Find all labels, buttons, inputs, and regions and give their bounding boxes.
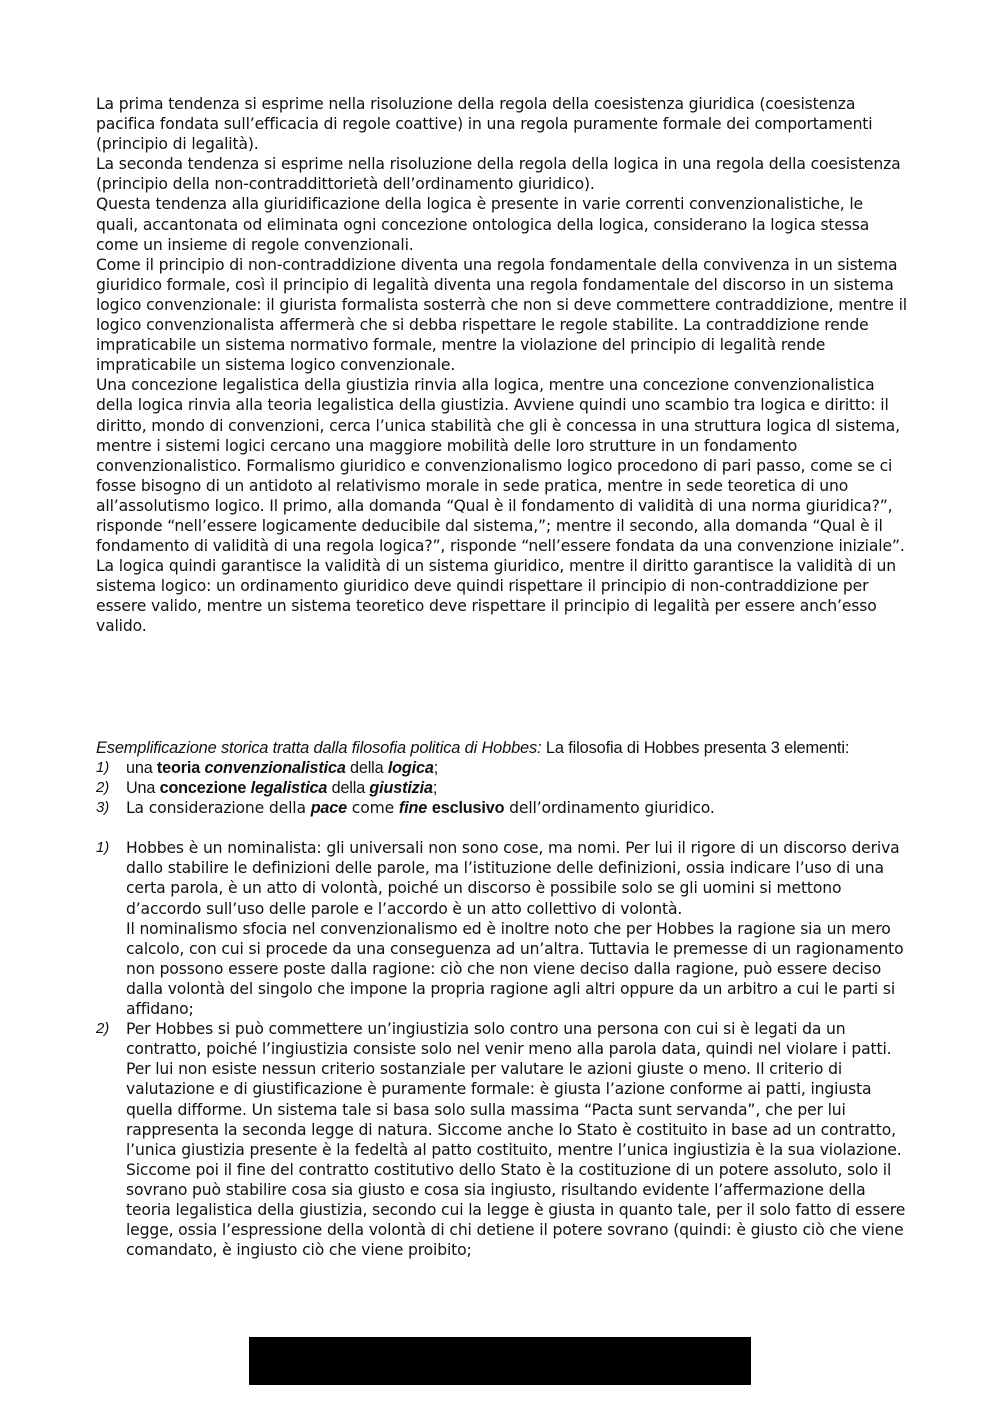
list-item-text — [126, 759, 438, 777]
paragraph: Una concezione legalistica della giustizia rinvia alla logica, mentre una concezione convenzionalistica della logica rinvia alla teoria legalistica della giustizia. Avviene quindi uno scambio tra logica e diritto: il diritto, mondo di convenzioni, cerca l’unica stabilità che gli è concessa in una struttura logica dl sistema, mentre i sistemi logici cercano una maggiore mobilità delle loro strutture in un fondamento convenzionalistico. Formalismo giuridico e convenzionalismo logico procedono di pari passo, come se ci fosse bisogno di un antidoto al relativismo morale in sede pratica, mentre in sede teoretica di uno all’assolutismo logico. Il primo, alla domanda “Qual è il fondamento di validità di una norma giuridica?”, risponde “nell’essere logicamente deducibile dal sistema,”; mentre il secondo, alla domanda “Qual è il fondamento di validità di una regola logica?”, risponde “nell’essere fondata da una convenzione iniziale”. — [96, 376, 905, 556]
paragraph: Per Hobbes si può commettere un’ingiustizia solo contro una persona con cui si è legati da un contratto, poiché l’ingiustizia consiste solo nel venir meno alla parola data, quindi nel violare i patti. Per lui non esiste nessun criterio sostanziale per valutare le azioni giuste o meno. Il criterio di valutazione e di giustificazione è puramente formale: è giusta l’azione conforme ai patti, ingiusta quella difforme. Un sistema tale si basa solo sulla massima “Pacta sunt servanda”, che per lui rappresenta la seconda legge di natura. Siccome anche lo Stato è costituito in base ad un contratto, l’unica giustizia presente è la fedeltà al patto costituito, mentre l’unica ingiustizia è la sua violazione. — [126, 1020, 902, 1159]
text-run: della — [327, 779, 370, 798]
redaction-bar — [249, 1337, 751, 1385]
hobbes-section — [96, 738, 908, 1260]
text-run: della — [345, 759, 388, 777]
text-run: ; — [433, 759, 439, 777]
paragraph: Come il principio di non-contraddizione diventa una regola fondamentale della convivenza in un sistema giuridico formale, così il principio di legalità diventa una regola fondamentale del discorso in un sistema logico convenzionale: il giurista formalista sosterrà che non si deve commettere contraddizione, mentre il logico convenzionalista affermerà che si debba rispettare le regole stabilite. La contraddizione rende impraticabile un sistema normativo formale, mentre la violazione del principio di legalità rende impraticabile un sistema logico convenzionale. — [96, 255, 907, 375]
paragraph: La prima tendenza si esprime nella risoluzione della regola della coesistenza giuridica (coesistenza pacifica fondata sull’efficacia di regole coattive) in una regola puramente formale dei comportamenti (principio di legalità). — [96, 95, 873, 154]
text-run-bold-italic: convenzionalistica — [204, 759, 346, 777]
text-run: una — [126, 759, 157, 777]
paragraph: Hobbes è un nominalista: gli universali non sono cose, ma nomi. Per lui il rigore di un discorso deriva dallo stabilire le definizioni delle parole, ma l’istituzione delle definizioni, ossia indicare l’uso di una certa parola, è un atto di volontà, poiché un discorso è possibile solo se gli uomini si mettono d’accordo sull’uso delle parole e l’accordo è un atto collettivo di volontà. — [126, 839, 900, 918]
paragraph: Siccome poi il fine del contratto costitutivo dello Stato è la costituzione di un potere assoluto, solo il sovrano può stabilire cosa sia giusto e cosa sia ingiusto, risultando evidente l’affermazione della teoria legalistica della giustizia, secondo cui la legge è giusta in quanto tale, per il solo fatto di essere legge, ossia l’espressione della volontà di chi detiene il potere sovrano (quindi: è giusto ciò che viene comandato, è ingiusto ciò che viene proibito; — [126, 1160, 906, 1260]
text-run: La considerazione della — [126, 799, 311, 818]
text-run-bold-italic: fine — [398, 799, 428, 818]
paragraph: Questa tendenza alla giuridificazione della logica è presente in varie correnti convenzionalistiche, le quali, accantonata od eliminata ogni concezione ontologica della logica, considerano la logica stessa come un insieme di regole convenzionali. — [96, 195, 870, 254]
point-1 — [96, 838, 908, 1019]
hobbes-heading-lead: Esemplificazione storica tratta dalla filosofia politica di Hobbes: — [96, 739, 542, 757]
text-run: ; — [432, 779, 438, 798]
text-run-bold-italic: pace — [310, 799, 347, 818]
list-item-text — [126, 779, 437, 797]
text-run: dell’ordinamento giuridico. — [504, 799, 715, 818]
list-number: 2) — [96, 779, 110, 797]
point-number: 1) — [96, 839, 110, 857]
text-run-bold-italic: giustizia — [369, 779, 433, 798]
point-number: 2) — [96, 1020, 110, 1038]
text-run-bold-italic: legalistica — [250, 779, 328, 798]
text-run-bold: teoria — [156, 759, 205, 777]
list-item — [96, 778, 908, 798]
hobbes-heading — [96, 738, 908, 758]
list-number: 3) — [96, 799, 110, 817]
text-run: Una — [126, 779, 160, 798]
spacer — [96, 818, 908, 838]
paragraph: Il nominalismo sfocia nel convenzionalismo ed è inoltre noto che per Hobbes la ragione sia un mero calcolo, con cui si procede da una conseguenza ad un’altra. Tuttavia le premesse di un ragionamento non possono essere poste dalla ragione: ciò che non viene deciso dalla ragione, può essere deciso dalla volontà del singolo che impone la propria ragione agli altri oppure da un arbitro a cui le parti si affidano; — [126, 919, 904, 1019]
list-item — [96, 798, 908, 818]
elements-list — [96, 758, 908, 818]
text-run: come — [346, 799, 399, 818]
intro-text — [96, 94, 908, 637]
list-item-text — [126, 799, 715, 817]
list-item — [96, 758, 908, 778]
text-run-bold: concezione — [159, 779, 251, 798]
list-number: 1) — [96, 759, 110, 776]
text-run-bold: esclusivo — [431, 799, 505, 818]
paragraph: La seconda tendenza si esprime nella risoluzione della regola della logica in una regola della coesistenza (principio della non-contraddittorietà dell’ordinamento giuridico). — [96, 155, 901, 194]
paragraph: La logica quindi garantisce la validità di un sistema giuridico, mentre il diritto garantisce la validità di un sistema logico: un ordinamento giuridico deve quindi rispettare il principio di non-contraddizione per essere valido, mentre un sistema teoretico deve rispettare il principio di legalità per essere anch’esso valido. — [96, 557, 896, 636]
text-run-bold-italic: logica — [387, 759, 434, 777]
point-2 — [96, 1019, 908, 1260]
hobbes-heading-rest: La filosofia di Hobbes presenta 3 elementi: — [541, 739, 850, 757]
